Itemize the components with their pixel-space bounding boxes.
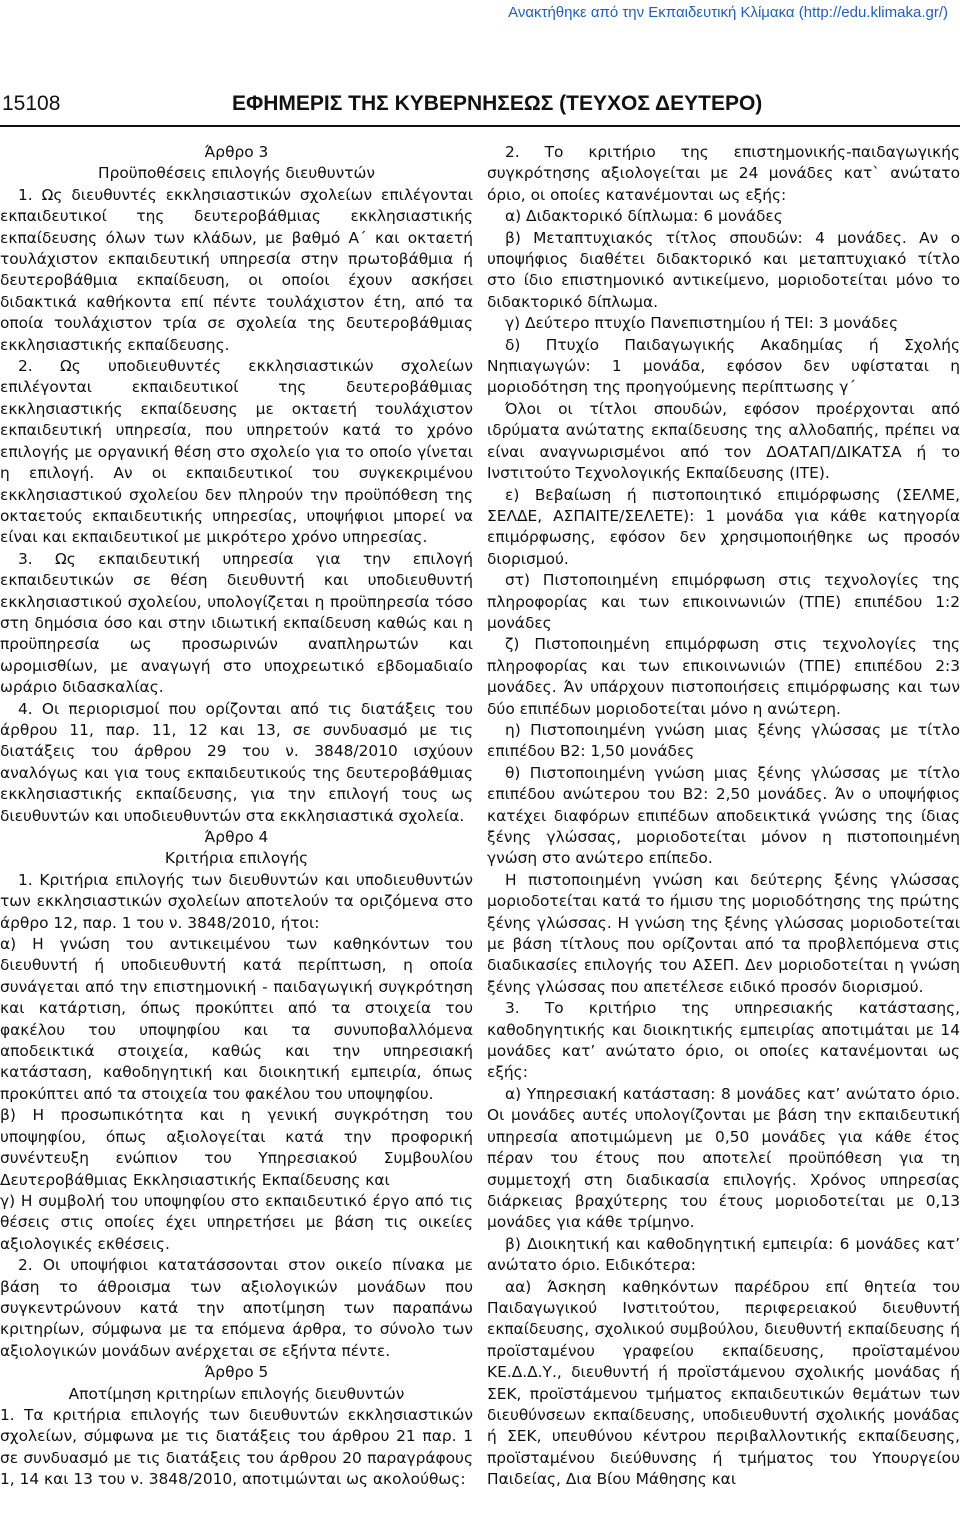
paragraph: 3. Το κριτήριο της υπηρεσιακής κατάστασης, καθοδηγητικής και διοικητικής εμπειρίας αποτιμάται με 14 μονάδες κατ’ ανώτατο όριο, οι οποίες κατανέμονται ως εξής:	[487, 999, 960, 1082]
paragraph: δ) Πτυχίο Παιδαγωγικής Ακαδημίας ή Σχολής Νηπιαγωγών: 1 μονάδα, εφόσον δεν υφίσταται η μοριοδότηση της προηγούμενης περίπτωσης γ΄	[487, 335, 960, 397]
paragraph: α) Η γνώση του αντικειμένου των καθηκόντων του διευθυντή ή υποδιευθυντή κατά περίπτωση, η οποία συνάγεται από την επιστημονική - παιδαγωγική συγκρότηση και κατάρτιση, όπως προκύπτει από τα στοιχεία του φακέλου του υποψηφίου και τα συνυποβαλλόμενα αποδεικτικά στοιχεία, καθώς και την υπηρεσιακή κατάσταση, καθοδηγητική και διοικητική εμπειρία, όπως προκύπτει από τα στοιχεία του φακέλου του υποψηφίου.	[0, 935, 473, 1103]
gazette-title: ΕΦΗΜΕΡΙΣ ΤΗΣ ΚΥΒΕΡΝΗΣΕΩΣ (ΤΕΥΧΟΣ ΔΕΥΤΕΡΟ)	[232, 92, 763, 115]
paragraph: 1. Τα κριτήρια επιλογής των διευθυντών εκκλησιαστικών σχολείων, σύμφωνα με τις διατάξεις του άρθρου 21 παρ. 1 σε συνδυασμό με τις διατάξεις του άρθρου 20 παραγράφους 1, 14 και 13 του ν. 3848/2010, αποτιμώνται ως ακολούθως:	[0, 1405, 473, 1489]
paragraph: α) Υπηρεσιακή κατάσταση: 8 μονάδες κατ’ ανώτατο όριο. Οι μονάδες αυτές υπολογίζονται με βάση την εκπαιδευτική υπηρεσία αποτιμώμενη με 0,50 μονάδες για κάθε έτος πέραν του έτους που αποτελεί προϋπόθεση για τη συμμετοχή στη διαδικασία επιλογής. Χρόνος υπηρεσίας διάρκειας βραχύτερης του έτους μοριοδοτείται με 0,13 μονάδες για κάθε τρίμηνο.	[487, 1084, 960, 1232]
page-number: 15108	[2, 92, 61, 115]
header-rule	[0, 125, 960, 127]
paragraph: β) Η προσωπικότητα και η γενική συγκρότηση του υποψηφίου, όπως αξιολογείται κατά την προφορική συνέντευξη ενώπιον του Υπηρεσιακού Συμβουλίου Δευτεροβάθμιας Εκκλησιαστικής Εκπαίδευσης και	[0, 1106, 473, 1189]
paragraph: 3. Ως εκπαιδευτική υπηρεσία για την επιλογή εκπαιδευτικών σε θέση διευθυντή και υποδιευθυντή εκκλησιαστικού σχολείου, υπολογίζεται η προϋπηρεσία τόσο στη δημόσια όσο και στην ιδιωτική εκπαίδευση καθώς και η προϋπηρεσία ως προσωρινών αναπληρωτών και ωρομισθίων, με αναγωγή στο υποχρεωτικό εβδομαδιαίο ωράριο διδασκαλίας.	[0, 549, 473, 697]
paragraph: ε) Βεβαίωση ή πιστοποιητικό επιμόρφωσης (ΣΕΛΜΕ, ΣΕΛΔΕ, ΑΣΠΑΙΤΕ/ΣΕΛΕΤΕ): 1 μονάδα για κάθε κατηγορία επιμόρφωσης, εφόσον δεν χρησιμοποιήθηκε ως προσόν διορισμού.	[487, 485, 960, 568]
paragraph: 1. Κριτήρια επιλογής των διευθυντών και υποδιευθυντών των εκκλησιαστικών σχολείων αποτελούν τα οριζόμενα στο άρθρο 12, παρ. 1 του ν. 3848/2010, ήτοι:	[0, 870, 473, 932]
paragraph: γ) Η συμβολή του υποψηφίου στο εκπαιδευτικό έργο από τις θέσεις στις οποίες έχει υπηρετήσει με βάση τις οικείες αξιολογικές εκθέσεις.	[0, 1191, 473, 1253]
paragraph: α) Διδακτορικό δίπλωμα: 6 μονάδες	[505, 207, 783, 226]
paragraph: γ) Δεύτερο πτυχίο Πανεπιστημίου ή ΤΕΙ: 3 μονάδες	[505, 314, 899, 333]
article-4-subtitle: Κριτήρια επιλογής	[164, 849, 309, 868]
paragraph: στ) Πιστοποιημένη επιμόρφωση στις τεχνολογίες της πληροφορίας και των επικοινωνιών (ΤΠΕ) επιπέδου 1:2 μονάδες	[487, 571, 960, 632]
article-5-subtitle: Αποτίμηση κριτηρίων επιλογής διευθυντών	[68, 1384, 405, 1403]
paragraph: αα) Άσκηση καθηκόντων παρέδρου επί θητεία του Παιδαγωγικού Ινστιτούτου, περιφερειακού διευθυντή εκπαίδευσης, σχολικού συμβούλου, διευθυντή εκπαίδευσης ή προϊσταμένου γραφείου εκπαίδευσης, προϊσταμένου ΚΕ.Δ.Δ.Υ., διευθυντή ή προϊστάμενου σχολικής μονάδας ή ΣΕΚ, προϊστάμενου τμήματος εκπαιδευτικών θεμάτων των διευθύνσεων εκπαίδευσης, υποδιευθυντή σχολικής μονάδας ή ΣΕΚ, υπευθύνου κέντρου περιβαλλοντικής εκπαίδευσης, προϊσταμένου διεύθυνσης ή τμήματος του Υπουργείου Παιδείας, Δια Βίου Μάθησης και	[487, 1277, 960, 1489]
paragraph: 2. Οι υποψήφιοι κατατάσσονται στον οικείο πίνακα με βάση το άθροισμα των αξιολογικών μονάδων που συγκεντρώνουν κατά την αποτίμηση των παραπάνω κριτηρίων, σύμφωνα με τα επόμενα άρθρα, το σύνολο των αξιολογικών μονάδων ανέρχεται σε εξήντα πέντε.	[0, 1256, 473, 1360]
paragraph: 2. Το κριτήριο της επιστημονικής-παιδαγωγικής συγκρότησης αξιολογείται με 24 μονάδες κατ` ανώτατο όριο, οι οποίες κατανέμονται ως εξής:	[487, 143, 960, 204]
article-3-subtitle: Προϋποθέσεις επιλογής διευθυντών	[98, 164, 375, 183]
source-banner-link[interactable]: Ανακτήθηκε από την Εκπαιδευτική Κλίμακα (http://edu.klimaka.gr/)	[508, 4, 948, 21]
paragraph: 1. Ως διευθυντές εκκλησιαστικών σχολείων επιλέγονται εκπαιδευτικοί της δευτεροβάθμιας εκκλησιαστικής εκπαίδευσης όλων των κλάδων, με βαθμό Α΄ και οκταετή τουλάχιστον εκπαιδευτική υπηρεσία στην πρωτοβάθμια ή δευτεροβάθμια εκπαίδευση, οι οποίοι έχουν ασκήσει διδακτικά καθήκοντα επί πέντε τουλάχιστον έτη, από τα οποία τουλάχιστον τρία σε σχολεία της δευτεροβάθμιας εκκλησιαστικής εκπαίδευσης.	[0, 185, 473, 354]
paragraph: β) Διοικητική και καθοδηγητική εμπειρία: 6 μονάδες κατ’ ανώτατο όριο. Ειδικότερα:	[487, 1234, 960, 1275]
right-column	[487, 142, 960, 1491]
article-5-title: Άρθρο 5	[204, 1363, 269, 1382]
paragraph: 4. Οι περιορισμοί που ορίζονται από τις διατάξεις του άρθρου 11, παρ. 11, 12 και 13, σε συνδυασμό με τις διατάξεις του άρθρου 29 του ν. 3848/2010 ισχύουν αναλόγως και για τους εκπαιδευτικούς της δευτεροβάθμιας εκκλησιαστικής εκπαίδευσης, για την επιλογή τους ως διευθυντών και υποδιευθυντών στα εκκλησιαστικά σχολεία.	[0, 699, 473, 825]
paragraph: η) Πιστοποιημένη γνώση μιας ξένης γλώσσας με τίτλο επιπέδου Β2: 1,50 μονάδες	[487, 720, 960, 761]
left-column	[0, 142, 473, 1491]
paragraph: Όλοι οι τίτλοι σπουδών, εφόσον προέρχονται από ιδρύματα ανώτατης εκπαίδευσης της αλλοδαπής, πρέπει να είναι αναγνωρισμένοι από τον ΔΟΑΤΑΠ/ΔΙΚΑΤΣΑ ή το Ινστιτούτο Τεχνολογικής Εκπαίδευσης (ΙΤΕ).	[487, 399, 960, 483]
page-header	[0, 92, 960, 122]
article-4-title: Άρθρο 4	[204, 828, 269, 846]
paragraph: 2. Ως υποδιευθυντές εκκλησιαστικών σχολείων επιλέγονται εκπαιδευτικοί της δευτεροβάθμιας εκκλησιαστικής εκπαίδευσης με οκταετή τουλάχιστον εκπαιδευτική υπηρεσία, που υπηρετούν κατά το χρόνο επιλογής με οργανική θέση στο σχολείο για το οποίο γίνεται η επιλογή. Αν οι εκπαιδευτικοί του συγκεκριμένου εκκλησιαστικού σχολείου δεν πληρούν την προϋπόθεση της οκταετούς εκπαιδευτικής υπηρεσίας, υποψήφιοι μπορεί να είναι και εκπαιδευτικοί με μικρότερο χρόνο υπηρεσίας.	[0, 357, 473, 547]
article-3-title: Άρθρο 3	[204, 143, 269, 161]
paragraph: θ) Πιστοποιημένη γνώση μιας ξένης γλώσσας με τίτλο επιπέδου ανώτερου του Β2: 2,50 μονάδες. Άν ο υποψήφιος κατέχει διαφόρων επιπέδων αποδεικτικά γνώσης της ίδιας ξένης γλώσσας, μοριοδοτείται μόνον η πιστοποιημένη γνώση στο ανώτερο επίπεδο.	[487, 763, 960, 868]
paragraph: β) Μεταπτυχιακός τίτλος σπουδών: 4 μονάδες. Αν ο υποψήφιος διαθέτει διδακτορικό και μεταπτυχιακό τίτλο στο ίδιο επιστημονικό αντικείμενο, μοριοδοτείται μόνο το διδακτορικό δίπλωμα.	[487, 228, 960, 311]
paragraph: ζ) Πιστοποιημένη επιμόρφωση στις τεχνολογίες της πληροφορίας και των επικοινωνιών (ΤΠΕ) επιπέδου 2:3 μονάδες. Άν υπάρχουν πιστοποιήσεις επιμόρφωσης και των δύο επιπέδων μοριοδοτείται μόνο η ανώτερη.	[487, 635, 960, 718]
paragraph: Η πιστοποιημένη γνώση και δεύτερης ξένης γλώσσας μοριοδοτείται κατά το ήμισυ της μοριοδότησης της πρώτης ξένης γλώσσας. Η γνώση της ξένης γλώσσας μοριοδοτείται με βάση τίτλους που ορίζονται από τα προβλεπόμενα στις διαδικασίες επιλογής του ΑΣΕΠ. Δεν μοριοδοτείται η γνώση ξένης γλώσσας που απετέλεσε ειδικό προσόν διορισμού.	[487, 870, 960, 996]
